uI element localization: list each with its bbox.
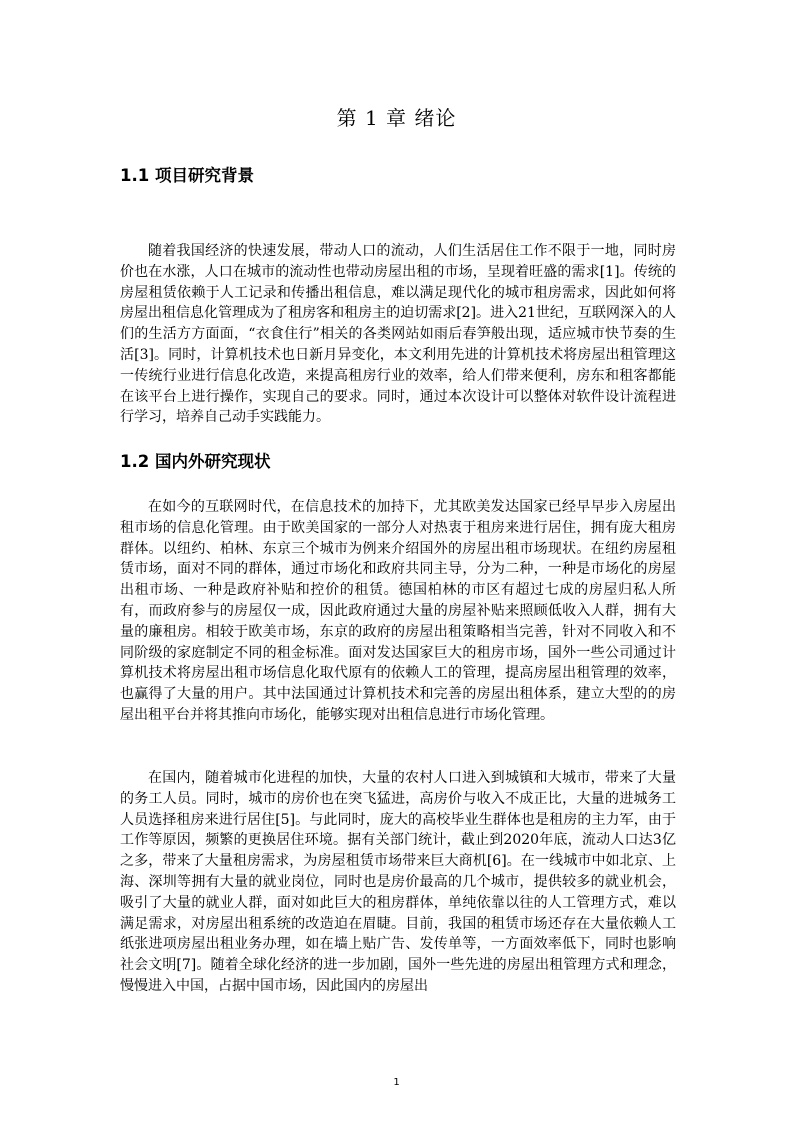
section-heading-research-status: 1.2 国内外研究现状 [120, 452, 271, 471]
page-number: 1 [393, 1077, 400, 1088]
paragraph-background: 随着我国经济的快速发展，带动人口的流动，人们生活居住工作不限于一地，同时房价也在水涨，人口在城市的流动性也带动房屋出租的市场，呈现着旺盛的需求[1]。传统的房屋租赁依赖于人工记录和传播出租信息，难以满足现代化的城市租房需求，因此如何将房屋出租信息化管理成为了租房客和租房主的迫切需求[2]。进入21世纪，互联网深入的人们的生活方方面面，“衣食住行”相关的各类网站如雨后春笋般出现，适应城市快节奏的生活[3]。同时，计算机技术也日新月异变化，本文利用先进的计算机技术将房屋出租管理这一传统行业进行信息化改造，来提高租房行业的效率，给人们带来便利，房东和租客都能在该平台上进行操作，实现自己的要求。同时，通过本次设计可以整体对软件设计流程进行学习，培养自己动手实践能力。 [120, 243, 676, 426]
chapter-title: 第 1 章 绪论 [336, 106, 457, 130]
paragraph-foreign-status: 在如今的互联网时代，在信息技术的加持下，尤其欧美发达国家已经早早步入房屋出租市场的信息化管理。由于欧美国家的一部分人对热衷于租房来进行居住，拥有庞大租房群体。以纽约、柏林、东京三个城市为例来介绍国外的房屋出租市场现状。在纽约房屋租赁市场，面对不同的群体，通过市场化和政府共同主导，分为二种，一种是市场化的房屋出租市场、一种是政府补贴和控价的租赁。德国柏林的市区有超过七成的房屋归私人所有，而政府参与的房屋仅一成，因此政府通过大量的房屋补贴来照顾低收入人群，拥有大量的廉租房。相较于欧美市场，东京的政府的房屋出租策略相当完善，针对不同收入和不同阶级的家庭制定不同的租金标准。面对发达国家巨大的租房市场，国外一些公司通过计算机技术将房屋出租市场信息化取代原有的依赖人工的管理，提高房屋出租管理的效率，也赢得了大量的用户。其中法国通过计算机技术和完善的房屋出租体系，建立大型的的房屋出租平台并将其推向市场化，能够实现对出租信息进行市场化管理。 [120, 499, 676, 723]
paragraph-domestic-status: 在国内，随着城市化进程的加快，大量的农村人口进入到城镇和大城市，带来了大量的务工人员。同时，城市的房价也在突飞猛进，高房价与收入不成正比，大量的进城务工人员选择租房来进行居住[5]。与此同时，庞大的高校毕业生群体也是租房的主力军，由于工作等原因，频繁的更换居住环境。据有关部门统计，截止到2020年底，流动人口达3亿之多，带来了大量租房需求，为房屋租赁市场带来巨大商机[6]。在一线城市中如北京、上海、深圳等拥有大量的就业岗位，同时也是房价最高的几个城市，提供较多的就业机会，吸引了大量的就业人群，面对如此巨大的租房群体，单纯依靠以往的人工管理方式，难以满足需求，对房屋出租系统的改造迫在眉睫。目前，我国的租赁市场还存在大量依赖人工纸张进项房屋出租业务办理，如在墙上贴广告、发传单等，一方面效率低下，同时也影响社会文明[7]。随着全球化经济的进一步加剧，国外一些先进的房屋出租管理方式和理念，慢慢进入中国，占据中国市场，因此国内的房屋出 [120, 770, 676, 994]
section-heading-background: 1.1 项目研究背景 [120, 166, 254, 185]
